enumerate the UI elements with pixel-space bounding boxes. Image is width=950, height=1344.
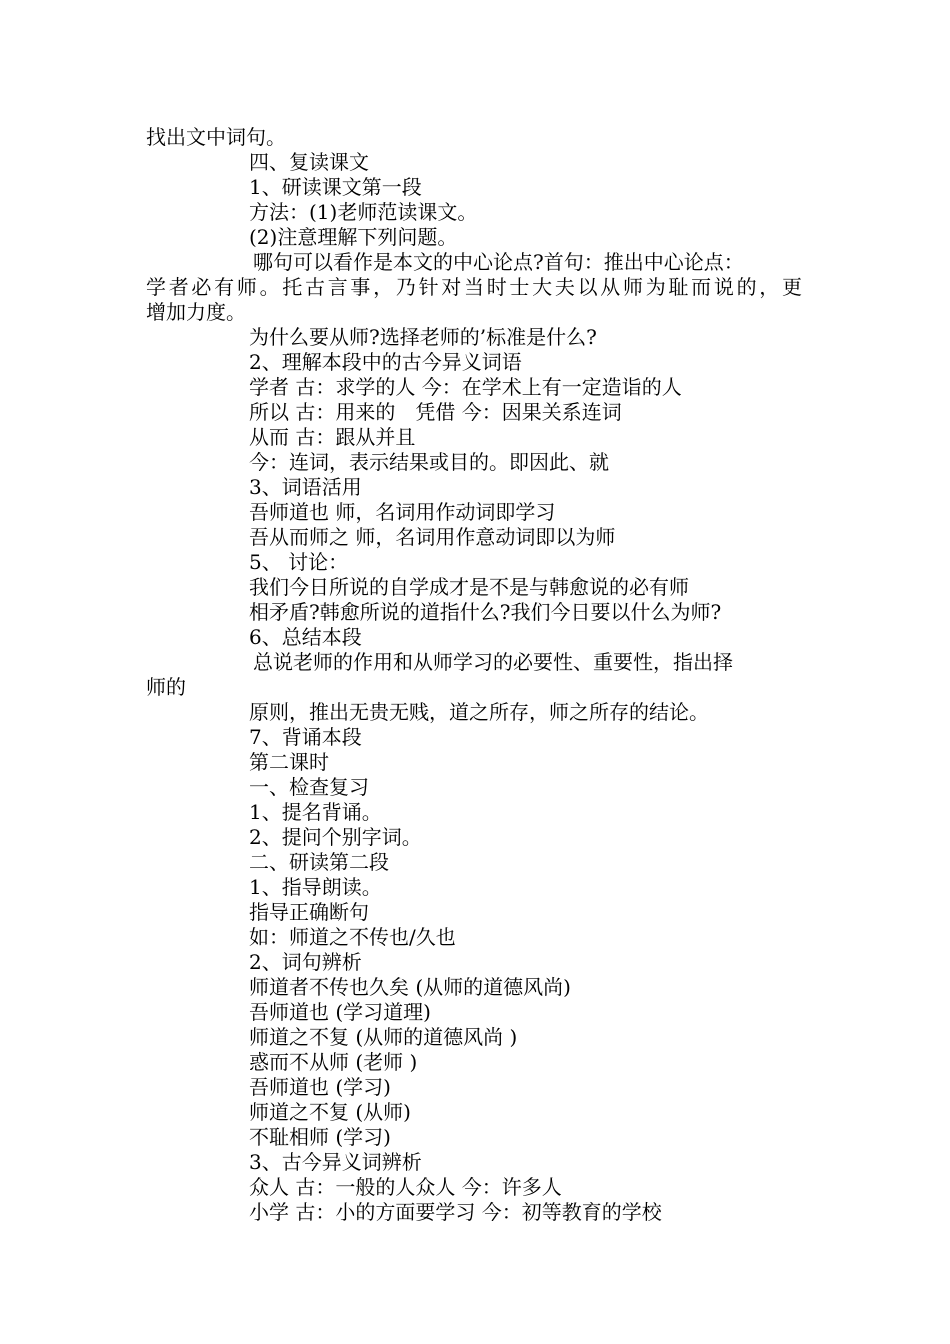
text-line: 2、词句辨析 bbox=[249, 950, 362, 974]
text-line: 从而 古：跟从并且 bbox=[249, 425, 416, 449]
text-line: 吾从而师之 师，名词用作意动词即以为师 bbox=[249, 525, 616, 549]
text-line: (2)注意理解下列问题。 bbox=[249, 225, 458, 249]
text-line: 学者 古：求学的人 今：在学术上有一定造诣的人 bbox=[249, 375, 682, 399]
text-line: 惑而不从师 (老师 ) bbox=[249, 1050, 418, 1074]
text-line: 1、指导朗读。 bbox=[249, 875, 382, 899]
text-line: 6、总结本段 bbox=[249, 625, 362, 649]
text-line: 1、研读课文第一段 bbox=[249, 175, 422, 199]
text-line: 增加力度。 bbox=[146, 300, 246, 324]
section-heading: 第二课时 bbox=[249, 750, 329, 774]
section-heading: 四、复读课文 bbox=[249, 150, 369, 174]
text-line: 吾师道也 (学习) bbox=[249, 1075, 391, 1099]
text-line: 方法：(1)老师范读课文。 bbox=[249, 200, 478, 224]
text-line: 哪句可以看作是本文的中心论点?首句：推出中心论点： bbox=[253, 250, 744, 274]
text-line: 师的 bbox=[146, 675, 186, 699]
text-line: 总说老师的作用和从师学习的必要性、重要性，指出择 bbox=[253, 650, 733, 674]
text-line: 众人 古：一般的人众人 今：许多人 bbox=[249, 1175, 562, 1199]
text-line: 找出文中词句。 bbox=[146, 125, 286, 149]
text-line: 所以 古：用来的 凭借 今：因果关系连词 bbox=[249, 400, 622, 424]
text-line: 相矛盾?韩愈所说的道指什么?我们今日要以什么为师? bbox=[249, 600, 722, 624]
text-line: 原则，推出无贵无贱，道之所存，师之所存的结论。 bbox=[249, 700, 709, 724]
text-line: 3、词语活用 bbox=[249, 475, 362, 499]
text-line: 不耻相师 (学习) bbox=[249, 1125, 391, 1149]
section-heading: 二、研读第二段 bbox=[249, 850, 389, 874]
text-line: 今：连词，表示结果或目的。即因此、就 bbox=[249, 450, 609, 474]
text-line: 师道之不复 (从师的道德风尚 ) bbox=[249, 1025, 518, 1049]
text-line: 3、古今异义词辨析 bbox=[249, 1150, 422, 1174]
text-line: 小学 古：小的方面要学习 今：初等教育的学校 bbox=[249, 1200, 662, 1224]
text-line: 7、背诵本段 bbox=[249, 725, 362, 749]
text-line: 学者必有师。托古言事，乃针对当时士大夫以从师为耻而说的，更 bbox=[146, 275, 802, 299]
text-line: 师道者不传也久矣 (从师的道德风尚) bbox=[249, 975, 571, 999]
section-heading: 一、检查复习 bbox=[249, 775, 369, 799]
text-line: 5、 讨论： bbox=[249, 550, 349, 574]
text-line: 我们今日所说的自学成才是不是与韩愈说的必有师 bbox=[249, 575, 689, 599]
text-line: 2、理解本段中的古今异义词语 bbox=[249, 350, 522, 374]
text-line: 吾师道也 师，名词用作动词即学习 bbox=[249, 500, 556, 524]
text-line: 吾师道也 (学习道理) bbox=[249, 1000, 431, 1024]
text-line: 指导正确断句 bbox=[249, 900, 369, 924]
text-line: 如：师道之不传也/久也 bbox=[249, 925, 456, 949]
text-line: 2、提问个别字词。 bbox=[249, 825, 422, 849]
text-line: 1、提名背诵。 bbox=[249, 800, 382, 824]
text-line: 师道之不复 (从师) bbox=[249, 1100, 411, 1124]
text-line: 为什么要从师?选择老师的’标准是什么? bbox=[249, 325, 597, 349]
